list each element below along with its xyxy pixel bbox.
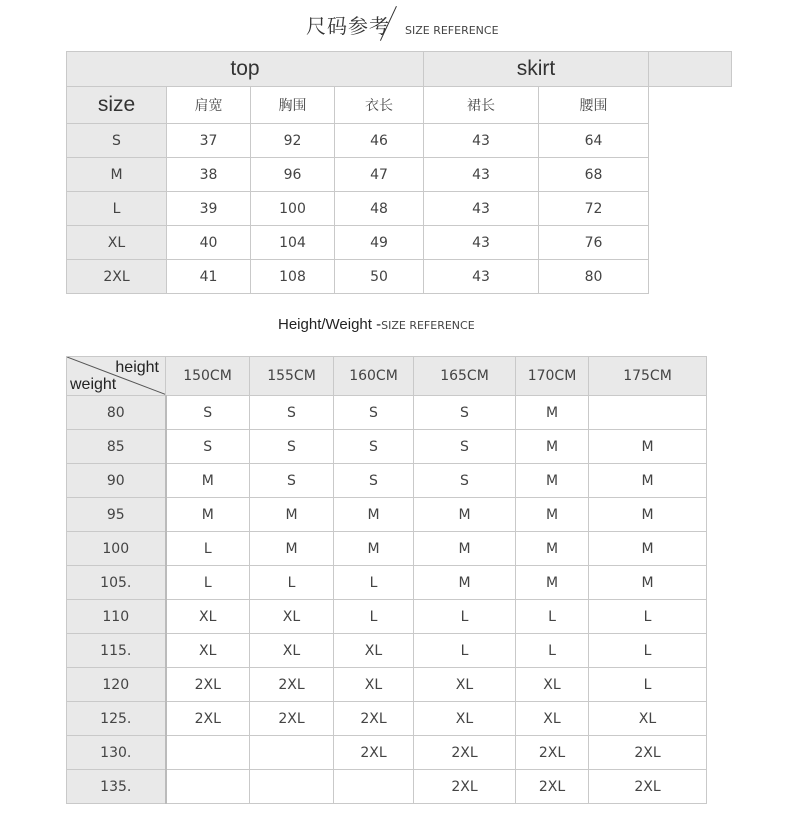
measurement-cell: 47: [335, 158, 424, 192]
size-recommendation-cell: M: [414, 566, 516, 600]
empty-header-cell: [649, 52, 732, 87]
size-recommendation-cell: S: [166, 396, 250, 430]
size-recommendation-cell: M: [334, 498, 414, 532]
size-recommendation-cell: S: [166, 430, 250, 464]
corner-weight-label: weight: [70, 376, 117, 393]
table-row: [67, 260, 732, 294]
table-row: [67, 634, 707, 668]
measurement-cell: 43: [424, 226, 539, 260]
size-recommendation-cell: [589, 396, 707, 430]
size-recommendation-cell: 2XL: [516, 736, 589, 770]
size-recommendation-cell: XL: [516, 668, 589, 702]
measurement-cell: 43: [424, 158, 539, 192]
measurement-cell: 48: [335, 192, 424, 226]
table-row: [67, 396, 707, 430]
size-recommendation-cell: XL: [334, 668, 414, 702]
measurement-cell: 72: [539, 192, 649, 226]
measurement-cell: 43: [424, 260, 539, 294]
size-recommendation-cell: M: [589, 430, 707, 464]
size-recommendation-cell: M: [516, 532, 589, 566]
weight-cell: 110: [67, 600, 166, 634]
size-recommendation-cell: XL: [414, 668, 516, 702]
table-row: [67, 192, 732, 226]
size-recommendation-cell: [250, 770, 334, 804]
size-recommendation-cell: S: [414, 464, 516, 498]
weight-cell: 135.: [67, 770, 166, 804]
size-recommendation-cell: S: [334, 396, 414, 430]
size-recommendation-cell: L: [166, 532, 250, 566]
size-cell: S: [67, 124, 167, 158]
size-recommendation-cell: L: [589, 634, 707, 668]
table-row: [67, 702, 707, 736]
size-recommendation-cell: M: [166, 498, 250, 532]
weight-cell: 115.: [67, 634, 166, 668]
table-row: [67, 498, 707, 532]
measurement-cell: 108: [251, 260, 335, 294]
height-header-row: [67, 357, 707, 396]
table-row: [67, 532, 707, 566]
weight-cell: 85: [67, 430, 166, 464]
skirt-group-header: skirt: [424, 52, 649, 87]
size-cell: L: [67, 192, 167, 226]
measurement-cell: 41: [167, 260, 251, 294]
size-reference-title-cn: 尺码参考: [306, 14, 390, 38]
size-cell: XL: [67, 226, 167, 260]
weight-cell: 80: [67, 396, 166, 430]
size-recommendation-cell: M: [516, 566, 589, 600]
size-recommendation-cell: S: [334, 430, 414, 464]
size-recommendation-cell: XL: [250, 600, 334, 634]
corner-height-label: height: [115, 359, 159, 376]
weight-cell: 125.: [67, 702, 166, 736]
measurement-cell: 43: [424, 192, 539, 226]
table-row: [67, 430, 707, 464]
height-header-150: 150CM: [166, 357, 250, 396]
column-header-top-length: 衣长: [335, 87, 424, 124]
size-recommendation-cell: 2XL: [334, 702, 414, 736]
size-recommendation-cell: 2XL: [250, 702, 334, 736]
height-header-160: 160CM: [334, 357, 414, 396]
size-reference-title: [300, 4, 560, 44]
height-weight-table: [66, 356, 707, 804]
weight-cell: 120: [67, 668, 166, 702]
size-recommendation-cell: 2XL: [166, 702, 250, 736]
size-recommendation-cell: L: [166, 566, 250, 600]
measurement-cell: 49: [335, 226, 424, 260]
column-header-bust: 胸围: [251, 87, 335, 124]
top-group-header: top: [67, 52, 424, 87]
size-recommendation-cell: XL: [516, 702, 589, 736]
blank-right-area: [649, 87, 732, 124]
size-recommendation-cell: L: [589, 600, 707, 634]
table-row: [67, 566, 707, 600]
size-recommendation-cell: S: [250, 464, 334, 498]
table-row: [67, 668, 707, 702]
table-row: [67, 226, 732, 260]
weight-cell: 105.: [67, 566, 166, 600]
size-recommendation-cell: M: [516, 396, 589, 430]
corner-cell: [67, 357, 166, 396]
size-recommendation-cell: XL: [166, 634, 250, 668]
measurement-cell: 64: [539, 124, 649, 158]
size-recommendation-cell: L: [516, 634, 589, 668]
size-recommendation-cell: M: [516, 464, 589, 498]
measurement-cell: 37: [167, 124, 251, 158]
height-weight-title-main: Height/Weight -: [278, 316, 382, 333]
column-header-waist: 腰围: [539, 87, 649, 124]
size-recommendation-cell: L: [589, 668, 707, 702]
height-header-155: 155CM: [250, 357, 334, 396]
size-recommendation-cell: [250, 736, 334, 770]
size-recommendation-cell: M: [589, 566, 707, 600]
size-recommendation-cell: 2XL: [334, 736, 414, 770]
size-recommendation-cell: S: [250, 396, 334, 430]
measurement-cell: 50: [335, 260, 424, 294]
height-header-170: 170CM: [516, 357, 589, 396]
weight-cell: 130.: [67, 736, 166, 770]
size-recommendation-cell: XL: [589, 702, 707, 736]
measurement-cell: 92: [251, 124, 335, 158]
size-recommendation-cell: M: [516, 498, 589, 532]
size-recommendation-cell: S: [414, 430, 516, 464]
height-header-165: 165CM: [414, 357, 516, 396]
measurement-cell: 38: [167, 158, 251, 192]
measurement-cell: 39: [167, 192, 251, 226]
size-column-header: size: [67, 87, 167, 124]
size-recommendation-cell: M: [589, 464, 707, 498]
size-recommendation-cell: XL: [250, 634, 334, 668]
size-recommendation-cell: S: [334, 464, 414, 498]
size-recommendation-cell: S: [250, 430, 334, 464]
table-row: [67, 600, 707, 634]
measurement-cell: 80: [539, 260, 649, 294]
size-recommendation-cell: [166, 770, 250, 804]
size-recommendation-cell: XL: [414, 702, 516, 736]
size-recommendation-cell: M: [589, 498, 707, 532]
size-recommendation-cell: 2XL: [250, 668, 334, 702]
measurement-cell: 76: [539, 226, 649, 260]
size-recommendation-cell: 2XL: [414, 770, 516, 804]
size-recommendation-cell: L: [334, 600, 414, 634]
size-table-column-header-row: [67, 87, 732, 124]
size-recommendation-cell: [334, 770, 414, 804]
height-weight-title: [278, 316, 475, 333]
size-reference-title-en: SIZE REFERENCE: [405, 24, 499, 37]
table-row: [67, 158, 732, 192]
size-recommendation-cell: L: [414, 634, 516, 668]
size-recommendation-cell: M: [516, 430, 589, 464]
size-recommendation-cell: M: [589, 532, 707, 566]
size-recommendation-cell: L: [250, 566, 334, 600]
size-cell: 2XL: [67, 260, 167, 294]
table-row: [67, 124, 732, 158]
size-recommendation-cell: XL: [334, 634, 414, 668]
size-recommendation-cell: M: [250, 498, 334, 532]
size-recommendation-cell: 2XL: [414, 736, 516, 770]
measurement-cell: 96: [251, 158, 335, 192]
size-recommendation-cell: M: [250, 532, 334, 566]
measurement-cell: 40: [167, 226, 251, 260]
size-recommendation-cell: M: [414, 498, 516, 532]
size-recommendation-cell: L: [516, 600, 589, 634]
size-recommendation-cell: 2XL: [589, 770, 707, 804]
table-row: [67, 736, 707, 770]
size-recommendation-cell: M: [166, 464, 250, 498]
size-recommendation-cell: 2XL: [166, 668, 250, 702]
height-weight-title-small: SIZE REFERENCE: [381, 319, 475, 332]
size-recommendation-cell: L: [414, 600, 516, 634]
weight-cell: 90: [67, 464, 166, 498]
size-recommendation-cell: [166, 736, 250, 770]
measurement-cell: 100: [251, 192, 335, 226]
size-chart-table: [66, 51, 732, 294]
size-recommendation-cell: S: [414, 396, 516, 430]
size-recommendation-cell: L: [334, 566, 414, 600]
table-row: [67, 770, 707, 804]
size-recommendation-cell: XL: [166, 600, 250, 634]
size-recommendation-cell: 2XL: [589, 736, 707, 770]
size-recommendation-cell: 2XL: [516, 770, 589, 804]
size-cell: M: [67, 158, 167, 192]
column-header-shoulder: 肩宽: [167, 87, 251, 124]
measurement-cell: 46: [335, 124, 424, 158]
measurement-cell: 104: [251, 226, 335, 260]
size-table-group-header-row: [67, 52, 732, 87]
measurement-cell: 43: [424, 124, 539, 158]
column-header-skirt-length: 裙长: [424, 87, 539, 124]
table-row: [67, 464, 707, 498]
weight-cell: 100: [67, 532, 166, 566]
weight-cell: 95: [67, 498, 166, 532]
size-recommendation-cell: M: [414, 532, 516, 566]
size-recommendation-cell: M: [334, 532, 414, 566]
measurement-cell: 68: [539, 158, 649, 192]
height-header-175: 175CM: [589, 357, 707, 396]
